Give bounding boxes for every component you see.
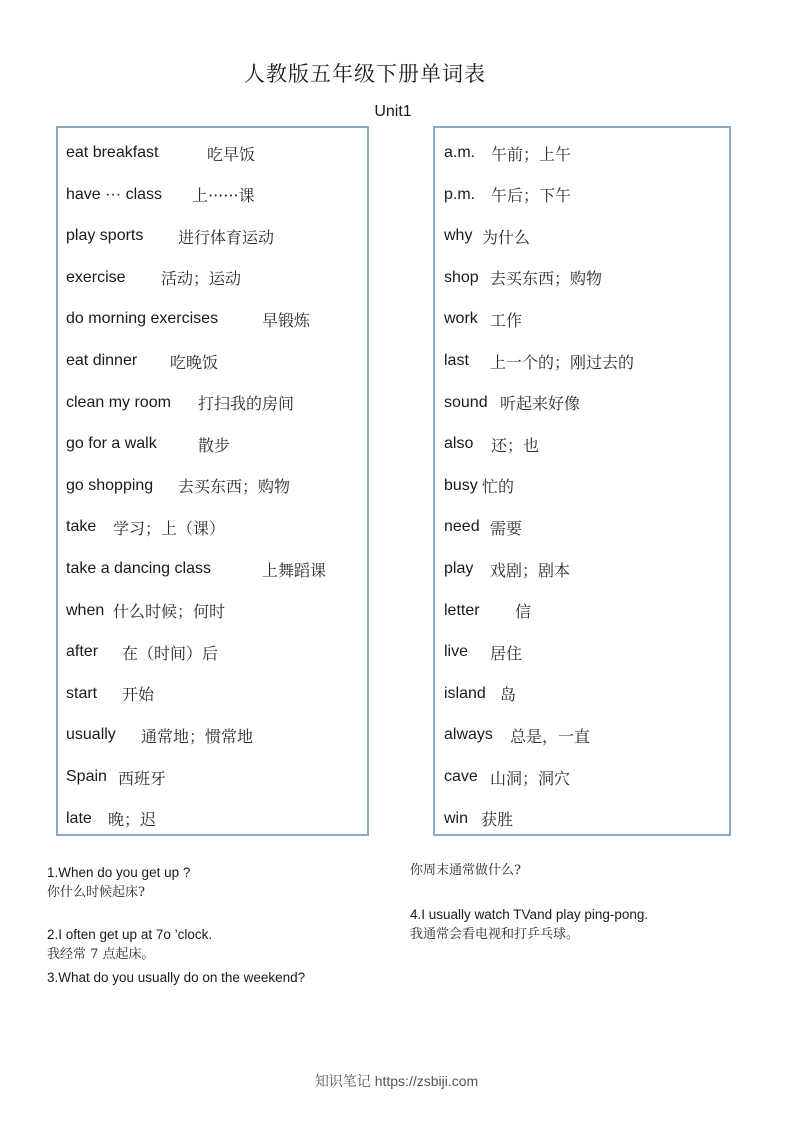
word-row [435, 139, 729, 167]
word-row [58, 805, 367, 833]
word-english: play [444, 560, 474, 577]
word-chinese: 午后；下午 [491, 186, 572, 206]
word-chinese: 晚；迟 [108, 810, 157, 830]
word-row [435, 264, 729, 292]
word-english: why [444, 227, 473, 245]
word-chinese: 散步 [198, 435, 231, 455]
word-chinese: 为什么 [482, 227, 531, 247]
sentence-3-chinese: 你周末通常做什么? [410, 863, 521, 878]
word-chinese: 吃早饭 [207, 144, 256, 164]
word-english: clean my room [66, 393, 171, 411]
sentence-3-english: 3.What do you usually do on the weekend? [47, 970, 306, 985]
word-row [435, 472, 729, 500]
word-english: have ··· class [66, 185, 163, 203]
word-english: do morning exercises [66, 310, 219, 328]
word-row [58, 264, 367, 292]
footer-watermark: 知识笔记 https://zsbiji.com [314, 1073, 479, 1089]
word-english: letter [444, 601, 480, 619]
sentence-1-english: 1.When do you get up ? [47, 865, 191, 880]
word-chinese: 上一个的；刚过去的 [490, 352, 635, 372]
word-chinese: 忙的 [482, 477, 515, 497]
word-chinese: 进行体育运动 [178, 227, 275, 247]
word-english: a.m. [444, 144, 476, 161]
word-english: play sports [66, 227, 144, 245]
sentence-1 [47, 863, 190, 903]
word-chinese: 总是，一直 [510, 726, 591, 746]
word-row [435, 222, 729, 250]
word-english: go shopping [66, 476, 154, 494]
word-chinese: 午前；上午 [491, 144, 572, 164]
word-row [435, 347, 729, 375]
word-english: exercise [66, 268, 126, 286]
word-row [435, 597, 729, 625]
word-english: win [444, 809, 469, 827]
word-chinese: 什么时候；何时 [113, 602, 226, 622]
word-row [58, 597, 367, 625]
word-row [58, 347, 367, 375]
word-row [58, 513, 367, 541]
word-english: island [444, 684, 486, 702]
word-row [58, 472, 367, 500]
sentence-4-chinese: 我通常会看电视和打乒乓球。 [410, 927, 580, 942]
word-chinese: 山洞；洞穴 [490, 768, 571, 788]
word-chinese: 戏剧；剧本 [490, 560, 571, 580]
word-english: also [444, 435, 474, 453]
word-english: live [444, 643, 469, 661]
word-chinese: 需要 [490, 518, 523, 538]
word-row [58, 638, 367, 666]
word-english: always [444, 726, 493, 744]
word-row [435, 680, 729, 708]
word-english: need [444, 518, 480, 536]
sentence-2-chinese: 我经常 7 点起床。 [47, 947, 155, 962]
word-row [435, 555, 729, 583]
word-english: work [444, 310, 478, 328]
word-english: take [66, 518, 97, 536]
word-row [435, 805, 729, 833]
word-row [58, 555, 367, 583]
word-english: take a dancing class [66, 560, 211, 577]
sentence-1-chinese: 你什么时候起床? [47, 885, 145, 900]
word-english: busy [444, 476, 478, 494]
word-english: go for a walk [66, 435, 157, 453]
word-english: eat dinner [66, 352, 138, 369]
word-row [435, 181, 729, 209]
word-english: shop [444, 268, 479, 286]
sentence-4 [410, 905, 648, 945]
page-title: 人教版五年级下册单词表 [244, 62, 486, 86]
word-row [435, 638, 729, 666]
word-english: sound [444, 393, 488, 411]
word-chinese: 岛 [500, 685, 517, 705]
word-row [58, 305, 367, 333]
word-row [435, 763, 729, 791]
word-row [435, 389, 729, 417]
word-chinese: 居住 [490, 643, 523, 663]
word-row [435, 513, 729, 541]
word-row [435, 721, 729, 749]
sentence-2 [47, 925, 212, 965]
word-english: late [66, 809, 92, 827]
word-row [435, 305, 729, 333]
word-chinese: 在（时间）后 [122, 643, 219, 663]
word-row [58, 763, 367, 791]
word-english: eat breakfast [66, 144, 159, 161]
word-chinese: 还；也 [491, 435, 540, 455]
word-english: when [66, 601, 105, 619]
word-english: after [66, 643, 99, 661]
word-chinese: 吃晚饭 [170, 352, 219, 372]
word-english: p.m. [444, 185, 476, 203]
word-chinese: 获胜 [481, 810, 514, 830]
word-chinese: 工作 [490, 310, 523, 330]
word-chinese: 早锻炼 [262, 310, 311, 330]
word-english: start [66, 684, 98, 702]
word-chinese: 学习；上（课） [113, 518, 226, 538]
word-row [58, 222, 367, 250]
word-english: usually [66, 726, 116, 744]
word-chinese: 去买东西；购物 [178, 477, 291, 497]
word-row [58, 430, 367, 458]
word-row [435, 430, 729, 458]
word-row [58, 139, 367, 167]
word-english: last [444, 352, 469, 369]
word-chinese: 去买东西；购物 [490, 269, 603, 289]
sentence-2-english: 2.I often get up at 7o ’clock. [47, 927, 213, 942]
word-chinese: 通常地；惯常地 [141, 726, 254, 746]
word-english: Spain [66, 768, 107, 785]
sentence-3 [47, 968, 305, 988]
word-chinese: 信 [515, 602, 532, 622]
word-chinese: 打扫我的房间 [198, 394, 295, 414]
word-row [58, 181, 367, 209]
word-english: cave [444, 768, 478, 785]
word-chinese: 西班牙 [118, 768, 167, 788]
sentence-3-translation [410, 861, 521, 881]
word-chinese: 上舞蹈课 [262, 560, 327, 580]
right-word-list [433, 126, 731, 836]
word-chinese: 活动；运动 [161, 269, 242, 289]
word-row [58, 389, 367, 417]
word-chinese: 开始 [122, 685, 155, 705]
word-chinese: 听起来好像 [500, 394, 581, 414]
sentence-4-english: 4.I usually watch TVand play ping-pong. [410, 907, 649, 922]
word-row [58, 680, 367, 708]
word-row [58, 721, 367, 749]
unit-heading: Unit1 [374, 103, 412, 120]
word-chinese: 上······课 [192, 186, 255, 206]
left-word-list [56, 126, 369, 836]
